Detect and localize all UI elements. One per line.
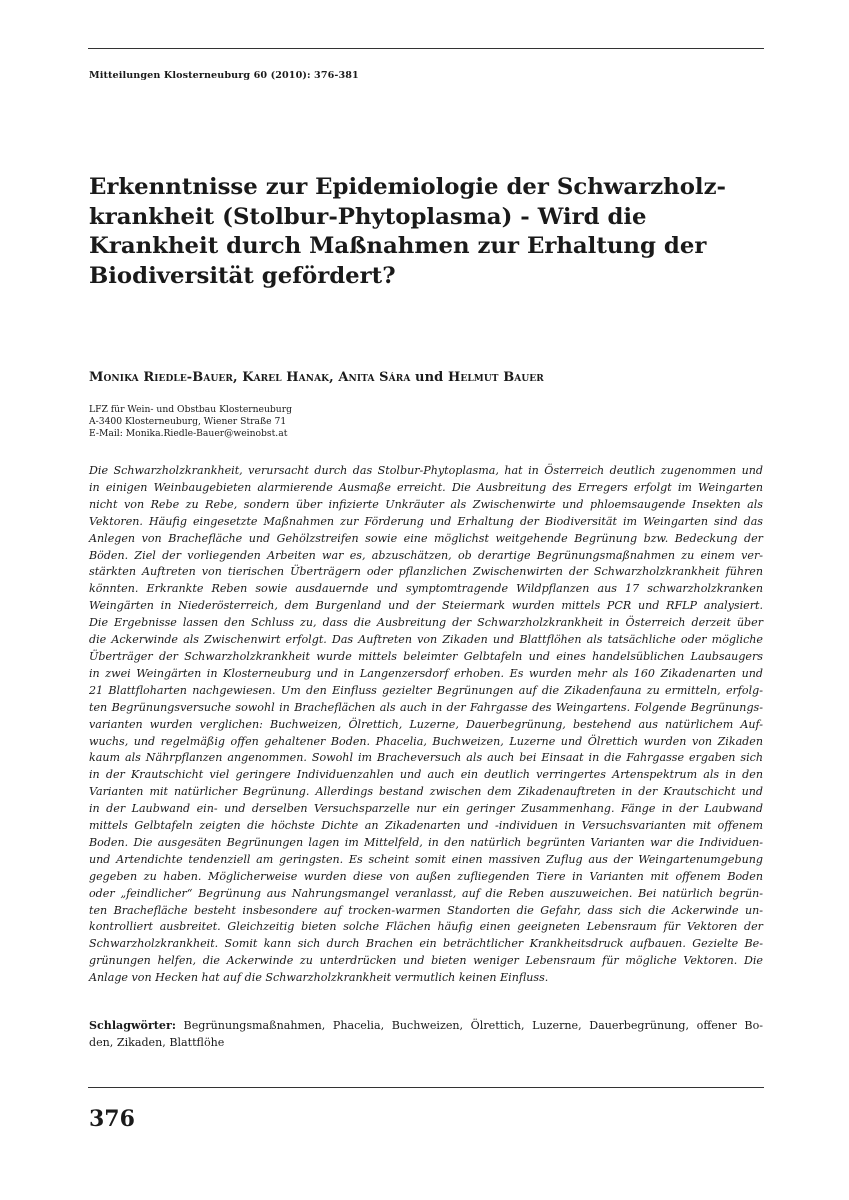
abstract-line: Varianten mit natürlicher Begrünung. Allerdings bestand zwischen dem Zikadenauftreten in der Krautschicht und xyxy=(89,785,763,799)
keywords-line xyxy=(89,1018,763,1035)
author-list xyxy=(89,370,544,385)
abstract-line: oder „feindlicher“ Begrünung aus Nahrungsmangel veranlasst, auf die Reben auszuweichen. Bei natürlich begrün- xyxy=(89,886,763,900)
abstract-line: stärkten Auftreten von tierischen Überträgern oder pflanzlichen Zwischenwirten der Schwarzholzkrankheit führen xyxy=(89,565,763,579)
author-conjunction: und xyxy=(415,370,444,385)
title-line: Erkenntnisse zur Epidemiologie der Schwarzholz- xyxy=(89,174,726,200)
keywords-block xyxy=(89,1018,763,1052)
author-last: Helmut Bauer xyxy=(447,370,544,385)
bottom-rule xyxy=(88,1087,764,1088)
abstract-line: Weingärten in Niederösterreich, dem Burgenland und der Steiermark wurden mittels PCR und RFLP analysiert. xyxy=(89,599,763,613)
abstract-line: ten Begrünungsversuche sowohl in Bracheflächen als auch in der Fahrgasse des Weingartens. Folgende Begrünungs- xyxy=(89,700,763,714)
abstract-line: wuchs, und regelmäßig offen gehaltener Boden. Phacelia, Buchweizen, Luzerne und Ölrettich wurden von Zikaden xyxy=(89,734,763,748)
abstract-line: und Artendichte tendenziell am geringsten. Es scheint somit einen massiven Zuflug aus der Weingartenumgebung xyxy=(89,852,763,866)
abstract-line: Boden. Die ausgesäten Begrünungen lagen im Mittelfeld, in den natürlich begrünten Varianten war die Individuen- xyxy=(89,835,763,849)
abstract-line: gegeben zu haben. Möglicherweise wurden diese von außen zufliegenden Tiere in Varianten mit offenem Boden xyxy=(89,869,763,883)
title-line: krankheit (Stolbur-Phytoplasma) - Wird die xyxy=(89,203,647,230)
abstract-line: könnten. Erkrankte Reben sowie ausdauernde und symptomtragende Wildpflanzen aus 17 schwarzholzkranken xyxy=(89,582,763,596)
abstract-line: in der Krautschicht viel geringere Individuenzahlen und auch ein deutlich verringertes Artenspektrum als in den xyxy=(89,768,763,782)
abstract-line: grünungen helfen, die Ackerwinde zu unterdrücken und bieten weniger Lebensraum für mögliche Vektoren. Die xyxy=(89,954,763,968)
abstract-line: in der Laubwand ein- und derselben Versuchsparzelle nur ein geringer Zusammenhang. Fänge in der Laubwand xyxy=(89,802,763,816)
title-line: Biodiversität gefördert? xyxy=(89,262,396,289)
keywords-label: Schlagwörter: xyxy=(89,1019,176,1032)
title-line: Krankheit durch Maßnahmen zur Erhaltung der xyxy=(89,233,707,259)
abstract-line: kaum als Nährpflanzen angenommen. Sowohl im Bracheversuch als auch bei Einsaat in die Fahrgasse ergaben sich xyxy=(89,751,763,765)
affiliation-email: E-Mail: Monika.Riedle-Bauer@weinobst.at xyxy=(89,428,288,439)
keywords-text: Begrünungsmaßnahmen, Phacelia, Buchweizen, Ölrettich, Luzerne, Dauerbegrünung, offener Bo- xyxy=(175,1019,763,1032)
journal-citation: Mitteilungen Klosterneuburg 60 (2010): 376-381 xyxy=(89,70,359,81)
abstract-line: kontrolliert ausbreitet. Gleichzeitig bieten solche Flächen häufig einen geeigneten Lebensraum für Vektoren der xyxy=(89,920,763,934)
top-rule xyxy=(88,48,764,49)
abstract-line: Vektoren. Häufig eingesetzte Maßnahmen zur Förderung und Erhaltung der Biodiversität im Weingarten sind das xyxy=(89,514,763,528)
abstract-line: nicht von Rebe zu Rebe, sondern über infizierte Unkräuter als Zwischenwirte und phloemsaugende Insekten als xyxy=(89,497,763,511)
affiliation-block xyxy=(89,404,292,440)
abstract-line: in einigen Weinbaugebieten alarmierende Ausmaße erreicht. Die Ausbreitung des Erregers erfolgt im Weingarten xyxy=(89,480,763,494)
abstract-line: Böden. Ziel der vorliegenden Arbeiten war es, abzuschätzen, ob derartige Begrünungsmaßnahmen zu einem ver- xyxy=(89,548,763,562)
abstract-line: Anlegen von Brachefläche und Gehölzstreifen sowie eine möglichst weitgehende Begrünung bzw. Bedeckung der xyxy=(89,531,763,545)
abstract-line: Schwarzholzkrankheit. Somit kann sich durch Brachen ein beträchtlicher Krankheitsdruck aufbauen. Gezielte Be- xyxy=(89,937,763,951)
page-number: 376 xyxy=(89,1106,135,1132)
affiliation-line: A-3400 Klosterneuburg, Wiener Straße 71 xyxy=(89,416,287,427)
abstract-line: in zwei Weingärten in Klosterneuburg und in Langenzersdorf erhoben. Es wurden mehr als 160 Zikadenarten und xyxy=(89,666,763,680)
abstract-line: varianten wurden verglichen: Buchweizen, Ölrettich, Luzerne, Dauerbegrünung, bestehend aus natürlichem Auf- xyxy=(89,717,763,731)
abstract-line: mittels Gelbtafeln zeigten die höchste Dichte an Zikadenarten und -individuen in Versuchsvarianten mit offenem xyxy=(89,819,763,833)
abstract-line: Überträger der Schwarzholzkrankheit wurde mittels beleimter Gelbtafeln und eines handelsüblichen Laubsaugers xyxy=(89,649,763,663)
abstract-line: Die Schwarzholzkrankheit, verursacht durch das Stolbur-Phytoplasma, hat in Österreich deutlich zugenommen und xyxy=(89,464,763,477)
article-title xyxy=(89,173,739,291)
abstract-line: ten Brachefläche besteht insbesondere auf trocken-warmen Standorten die Gefahr, dass sich die Ackerwinde un- xyxy=(89,903,763,917)
abstract-line: die Ackerwinde als Zwischenwirt erfolgt. Das Auftreten von Zikaden und Blattflöhen als tatsächliche oder mögliche xyxy=(89,633,763,647)
affiliation-line: LFZ für Wein- und Obstbau Klosterneuburg xyxy=(89,404,292,415)
abstract-line: Anlage von Hecken hat auf die Schwarzholzkrankheit vermutlich keinen Einfluss. xyxy=(89,971,549,985)
abstract-text xyxy=(89,463,763,987)
keywords-line: den, Zikaden, Blattflöhe xyxy=(89,1035,225,1049)
abstract-line: 21 Blattfloharten nachgewiesen. Um den Einfluss gezielter Begrünungen auf die Zikadenfauna zu ermitteln, erfolg- xyxy=(89,683,763,697)
abstract-line: Die Ergebnisse lassen den Schluss zu, dass die Ausbreitung der Schwarzholzkrankheit in Österreich derzeit über xyxy=(89,616,763,630)
author-names: Monika Riedle-Bauer, Karel Hanak, Anita Sára xyxy=(89,370,411,385)
